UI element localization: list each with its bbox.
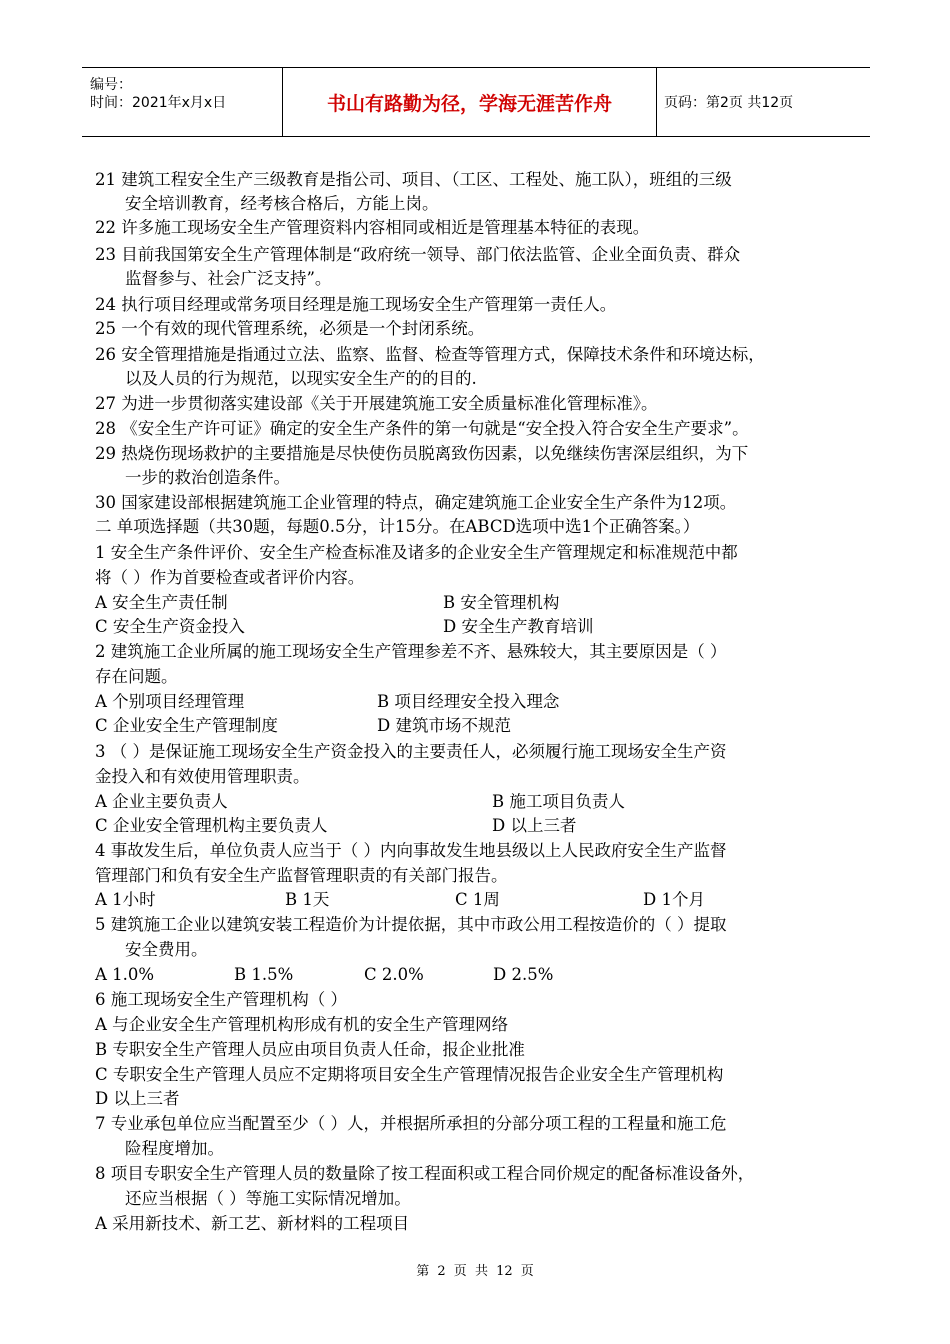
question-7-cont: 险程度增加。	[125, 1139, 224, 1158]
text-line: 21 建筑工程安全生产三级教育是指公司、项目、（工区、工程处、施工队），班组的三级	[95, 170, 732, 189]
option-a: A 企业主要负责人	[95, 792, 228, 811]
text-line: 以及人员的行为规范，以现实安全生产的的目的.	[125, 369, 477, 388]
question-3-cont: 金投入和有效使用管理职责。	[95, 767, 310, 786]
header-motto: 书山有路勤为径，学海无涯苦作舟	[326, 92, 612, 115]
code-label: 编号：	[90, 77, 132, 93]
text-line: 25 一个有效的现代管理系统，必须是一个封闭系统。	[95, 319, 485, 338]
footer-text: 共	[474, 1264, 488, 1279]
option-c: C 1周	[455, 890, 500, 909]
question-4: 4 事故发生后，单位负责人应当于（ ）内向事故发生地县级以上人民政府安全生产监督	[95, 841, 727, 860]
text-line: 监督参与、社会广泛支持”。	[125, 269, 332, 288]
option-d: D 安全生产教育培训	[443, 617, 594, 636]
question-2: 2 建筑施工企业所属的施工现场安全生产管理参差不齐、悬殊较大，其主要原因是（ ）	[95, 642, 727, 661]
option-a: A 与企业安全生产管理机构形成有机的安全生产管理网络	[95, 1015, 509, 1034]
question-8: 8 项目专职安全生产管理人员的数量除了按工程面积或工程合同价规定的配备标准设备外，	[95, 1164, 755, 1183]
option-a: A 安全生产责任制	[95, 593, 228, 612]
option-a: A 1小时	[95, 890, 156, 909]
header-divider	[656, 68, 657, 136]
question-1-cont: 将（ ）作为首要检查或者评价内容。	[95, 568, 365, 587]
option-c: C 企业安全管理机构主要负责人	[95, 816, 328, 835]
text-line: 一步的救治创造条件。	[125, 468, 290, 487]
option-b: B 1.5%	[234, 965, 294, 984]
option-a: A 个别项目经理管理	[95, 692, 245, 711]
option-d: D 2.5%	[493, 965, 554, 984]
option-d: D 建筑市场不规范	[377, 716, 511, 735]
option-d: D 以上三者	[492, 816, 577, 835]
text-line: 29 热烧伤现场救护的主要措施是尽快使伤员脱离致伤因素，以免继续伤害深层组织，为下	[95, 444, 749, 463]
page-footer	[0, 1260, 950, 1279]
option-b: B 1天	[285, 890, 330, 909]
option-a: A 1.0%	[95, 965, 155, 984]
text-line: 23 目前我国第安全生产管理体制是“政府统一领导、部门依法监管、企业全面负责、群众	[95, 245, 741, 264]
footer-page-number: 2	[437, 1264, 446, 1279]
question-5-cont: 安全费用。	[125, 940, 208, 959]
option-c: C 企业安全生产管理制度	[95, 716, 278, 735]
text-line: 30 国家建设部根据建筑施工企业管理的特点，确定建筑施工企业安全生产条件为12项。	[95, 493, 737, 512]
text-line: 27 为进一步贯彻落实建设部《关于开展建筑施工安全质量标准化管理标准》。	[95, 394, 658, 413]
question-6: 6 施工现场安全生产管理机构（ ）	[95, 990, 347, 1009]
option-b: B 施工项目负责人	[492, 792, 625, 811]
text-line: 28 《安全生产许可证》确定的安全生产条件的第一句就是“安全投入符合安全生产要求”。	[95, 419, 749, 438]
option-c: C 2.0%	[364, 965, 424, 984]
text-line: 22 许多施工现场安全生产管理资料内容相同或相近是管理基本特征的表现。	[95, 218, 650, 237]
section-title: 二 单项选择题（共30题，每题0.5分，计15分。在ABCD选项中选1个正确答案。）	[95, 517, 700, 536]
question-5: 5 建筑施工企业以建筑安装工程造价为计提依据，其中市政公用工程按造价的（ ）提取	[95, 915, 727, 934]
option-a: A 采用新技术、新工艺、新材料的工程项目	[95, 1214, 410, 1233]
option-b: B 项目经理安全投入理念	[377, 692, 560, 711]
question-8-cont: 还应当根据（ ）等施工实际情况增加。	[125, 1189, 411, 1208]
text-line: 26 安全管理措施是指通过立法、监察、监督、检查等管理方式，保障技术条件和环境达标，	[95, 345, 765, 364]
question-7: 7 专业承包单位应当配置至少（ ）人，并根据所承担的分部分项工程的工程量和施工危	[95, 1114, 727, 1133]
option-b: B 安全管理机构	[443, 593, 560, 612]
time-label: 时间：2021年x月x日	[90, 95, 227, 111]
footer-total-pages: 12	[496, 1264, 513, 1279]
question-4-cont: 管理部门和负有安全生产监督管理职责的有关部门报告。	[95, 866, 508, 885]
option-c: C 专职安全生产管理人员应不定期将项目安全生产管理情况报告企业安全生产管理机构	[95, 1065, 724, 1084]
question-2-cont: 存在问题。	[95, 667, 178, 686]
option-d: D 1个月	[643, 890, 705, 909]
header-meta-cell	[82, 68, 282, 136]
header-page-info: 页码：第2页 共12页	[664, 95, 794, 111]
option-d: D 以上三者	[95, 1089, 180, 1108]
option-b: B 专职安全生产管理人员应由项目负责人任命，报企业批准	[95, 1040, 525, 1059]
question-3: 3 （ ）是保证施工现场安全生产资金投入的主要责任人，必须履行施工现场安全生产资	[95, 742, 727, 761]
footer-text: 第	[416, 1264, 430, 1279]
option-c: C 安全生产资金投入	[95, 617, 245, 636]
footer-text: 页	[453, 1264, 467, 1279]
footer-text: 页	[520, 1264, 534, 1279]
question-1: 1 安全生产条件评价、安全生产检查标准及诸多的企业安全生产管理规定和标准规范中都	[95, 543, 738, 562]
page-header	[82, 67, 870, 137]
text-line: 安全培训教育，经考核合格后，方能上岗。	[125, 194, 439, 213]
text-line: 24 执行项目经理或常务项目经理是施工现场安全生产管理第一责任人。	[95, 295, 617, 314]
